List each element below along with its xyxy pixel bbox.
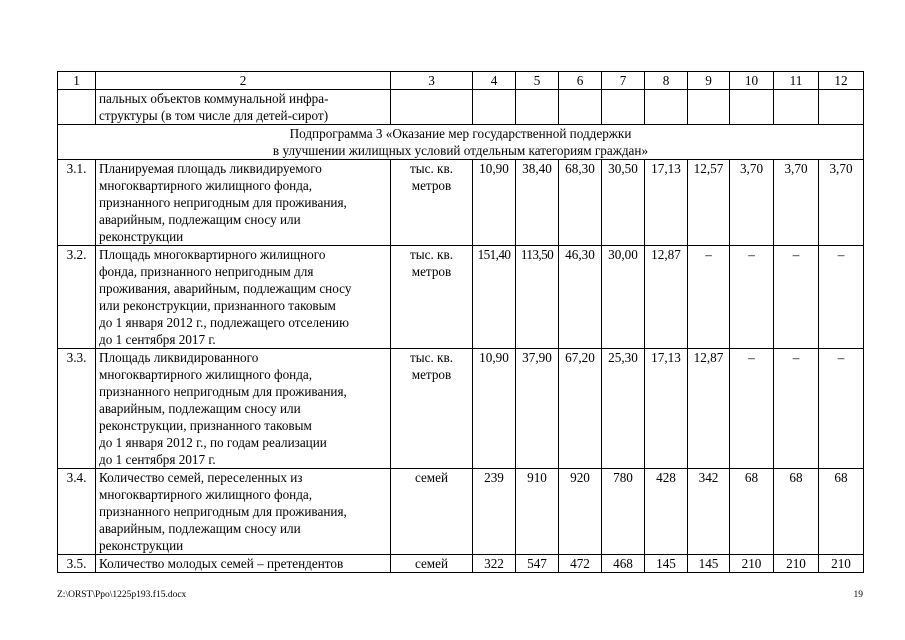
value-cell: – bbox=[819, 246, 864, 349]
value-cell: – bbox=[774, 246, 819, 349]
value-cell: 472 bbox=[559, 555, 602, 573]
value-cell: 12,57 bbox=[688, 160, 730, 246]
table-row bbox=[58, 469, 864, 555]
value-cell: 17,13 bbox=[645, 160, 688, 246]
row-number: 3.2. bbox=[58, 246, 96, 349]
value-cell: 68 bbox=[819, 469, 864, 555]
header-cell: 3 bbox=[391, 72, 473, 90]
indicators-table bbox=[57, 71, 864, 573]
value-cell: – bbox=[774, 349, 819, 469]
value-cell: 68,30 bbox=[559, 160, 602, 246]
value-cell: 468 bbox=[602, 555, 645, 573]
header-cell: 12 bbox=[819, 72, 864, 90]
value-cell: 68 bbox=[730, 469, 774, 555]
table-row bbox=[58, 349, 864, 469]
value-cell: 3,70 bbox=[774, 160, 819, 246]
header-cell: 2 bbox=[96, 72, 391, 90]
row-description: Площадь многоквартирного жилищного фонда, признанного непригодным для проживания, аварийным, подлежащим сносу или реконструкции, признанного таковым до 1 января 2012 г., подлежащего отселению до 1 сентября 2017 г. bbox=[96, 246, 391, 349]
value-cell: 210 bbox=[819, 555, 864, 573]
value-cell: 428 bbox=[645, 469, 688, 555]
value-cell: 547 bbox=[516, 555, 559, 573]
value-cell: 38,40 bbox=[516, 160, 559, 246]
row-description: Площадь ликвидированного многоквартирного жилищного фонда, признанного непригодным для проживания, аварийным, подлежащим сносу или реконструкции, признанного таковым до 1 января 2012 г., по годам реализации до 1 сентября 2017 г. bbox=[96, 349, 391, 469]
header-cell: 10 bbox=[730, 72, 774, 90]
row-description: Планируемая площадь ликвидируемого многоквартирного жилищного фонда, признанного непригодным для проживания, аварийным, подлежащим сносу или реконструкции bbox=[96, 160, 391, 246]
value-cell: – bbox=[730, 246, 774, 349]
value-cell: 10,90 bbox=[473, 160, 516, 246]
header-cell: 8 bbox=[645, 72, 688, 90]
header-cell: 1 bbox=[58, 72, 96, 90]
value-cell: 67,20 bbox=[559, 349, 602, 469]
value-cell: 145 bbox=[688, 555, 730, 573]
value-cell: 3,70 bbox=[819, 160, 864, 246]
row-unit: тыс. кв. метров bbox=[391, 349, 473, 469]
row-unit: тыс. кв. метров bbox=[391, 246, 473, 349]
value-cell: 12,87 bbox=[688, 349, 730, 469]
table-row bbox=[58, 160, 864, 246]
header-cell: 6 bbox=[559, 72, 602, 90]
value-cell: 3,70 bbox=[730, 160, 774, 246]
value-cell: 210 bbox=[774, 555, 819, 573]
row-number: 3.3. bbox=[58, 349, 96, 469]
value-cell: 46,30 bbox=[559, 246, 602, 349]
table-row bbox=[58, 246, 864, 349]
value-cell: 12,87 bbox=[645, 246, 688, 349]
row-number: 3.4. bbox=[58, 469, 96, 555]
header-cell: 4 bbox=[473, 72, 516, 90]
row-description: Количество молодых семей – претендентов bbox=[96, 555, 391, 573]
row-number: 3.5. bbox=[58, 555, 96, 573]
continuation-description: пальных объектов коммунальной инфра- структуры (в том числе для детей-сирот) bbox=[96, 90, 391, 125]
value-cell: 68 bbox=[774, 469, 819, 555]
table-row bbox=[58, 555, 864, 573]
value-cell: 322 bbox=[473, 555, 516, 573]
value-cell: 342 bbox=[688, 469, 730, 555]
value-cell: 151,40 bbox=[473, 246, 516, 349]
value-cell: 30,00 bbox=[602, 246, 645, 349]
header-cell: 5 bbox=[516, 72, 559, 90]
row-unit: тыс. кв. метров bbox=[391, 160, 473, 246]
value-cell: 239 bbox=[473, 469, 516, 555]
value-cell: 145 bbox=[645, 555, 688, 573]
column-number-header-row bbox=[58, 72, 864, 90]
value-cell: 17,13 bbox=[645, 349, 688, 469]
footer-file-path: Z:\ORST\Ppo\1225p193.f15.docx bbox=[57, 590, 187, 600]
row-unit: семей bbox=[391, 469, 473, 555]
value-cell: – bbox=[730, 349, 774, 469]
value-cell: 920 bbox=[559, 469, 602, 555]
subprogram-title: Подпрограмма 3 «Оказание мер государственной поддержки в улучшении жилищных условий отдельным категориям граждан» bbox=[58, 125, 864, 160]
row-description: Количество семей, переселенных из многоквартирного жилищного фонда, признанного непригодным для проживания, аварийным, подлежащим сносу или реконструкции bbox=[96, 469, 391, 555]
value-cell: – bbox=[819, 349, 864, 469]
value-cell: 910 bbox=[516, 469, 559, 555]
header-cell: 7 bbox=[602, 72, 645, 90]
header-cell: 9 bbox=[688, 72, 730, 90]
value-cell: 30,50 bbox=[602, 160, 645, 246]
value-cell: 113,50 bbox=[516, 246, 559, 349]
page-number: 19 bbox=[853, 590, 863, 600]
subprogram-row bbox=[58, 125, 864, 160]
value-cell: 10,90 bbox=[473, 349, 516, 469]
row-unit: семей bbox=[391, 555, 473, 573]
value-cell: 25,30 bbox=[602, 349, 645, 469]
value-cell: 37,90 bbox=[516, 349, 559, 469]
value-cell: – bbox=[688, 246, 730, 349]
value-cell: 210 bbox=[730, 555, 774, 573]
table-row-continuation bbox=[58, 90, 864, 125]
header-cell: 11 bbox=[774, 72, 819, 90]
value-cell: 780 bbox=[602, 469, 645, 555]
row-number: 3.1. bbox=[58, 160, 96, 246]
